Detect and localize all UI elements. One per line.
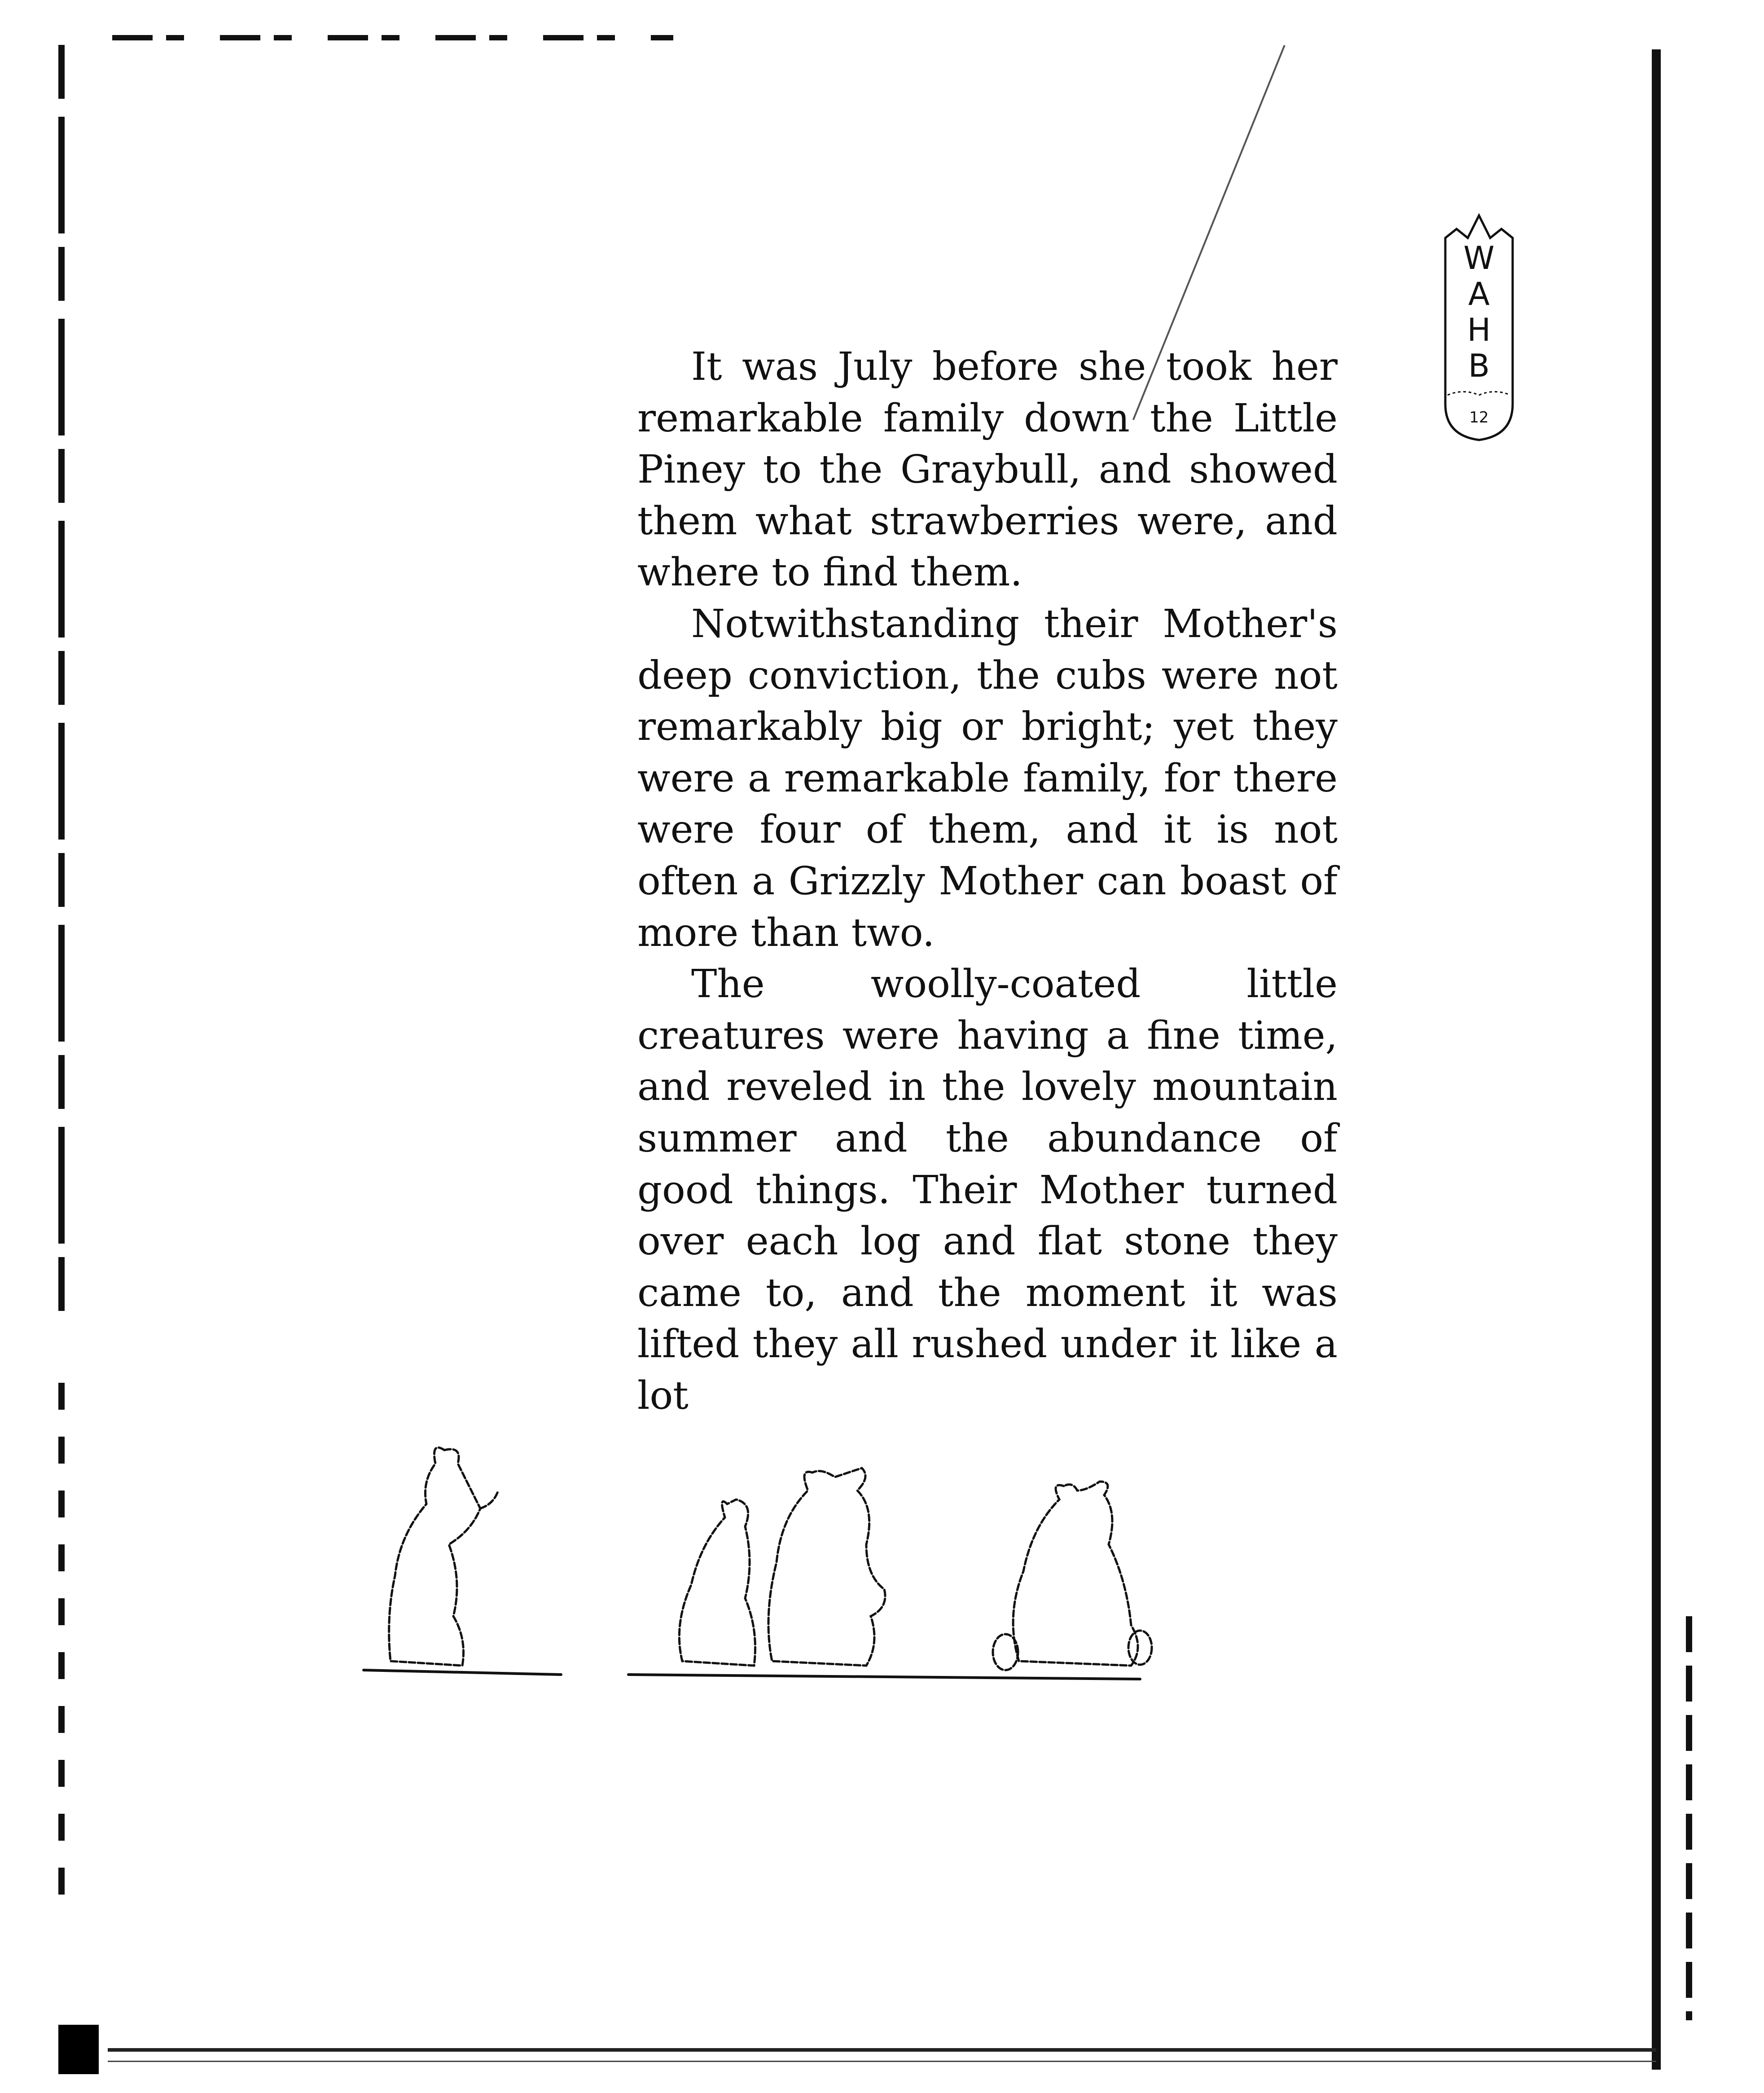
paragraph-3: The woolly-coated little creatures were having a fine time, and reveled in the lovely mountain summer and the abundance of good things. Their Mother turned over each log and flat stone they came to, and the moment it was lifted they all rushed under it like a lot xyxy=(637,962,1338,1418)
scan-border-top xyxy=(112,35,673,40)
emblem-letter-3: H xyxy=(1467,312,1491,348)
scan-border-right-edge xyxy=(1686,1616,1692,2020)
scan-border-right xyxy=(1652,49,1661,2070)
scan-border-bottom xyxy=(108,2048,1656,2052)
four-bear-cubs-illustration xyxy=(350,1428,1176,1710)
scan-border-left-lower xyxy=(58,1383,65,1922)
scan-corner-mark xyxy=(58,2025,99,2074)
emblem-letter-2: A xyxy=(1468,276,1490,312)
page-number: 12 xyxy=(1469,409,1489,427)
scan-border-left xyxy=(58,45,65,1329)
emblem-letter-1: W xyxy=(1463,240,1495,277)
body-text xyxy=(637,341,1338,1421)
running-head-emblem xyxy=(1436,211,1522,444)
bear-cubs-illustration xyxy=(350,1428,1176,1710)
emblem-letter-4: B xyxy=(1468,347,1490,384)
paragraph-1: It was July before she took her remarkable family down the Little Piney to the Graybull, and showed them what strawberries were, and where to find them. xyxy=(637,344,1338,595)
scan-border-bottom-rule xyxy=(108,2061,1656,2062)
paragraph-2: Notwithstanding their Mother's deep conviction, the cubs were not remarkably big or bright; yet they were a remarkable family, for there were four of them, and it is not often a Grizzly Mother can boast of more than two. xyxy=(637,601,1338,955)
